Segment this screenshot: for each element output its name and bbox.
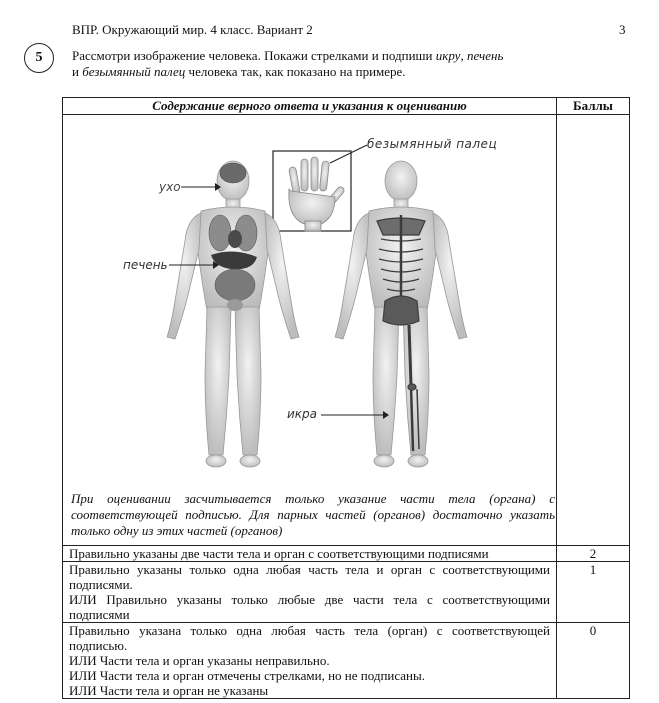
task-comma: ,: [460, 48, 467, 63]
task-word-calf: икру: [435, 48, 461, 63]
label-ear: ухо: [159, 180, 181, 194]
page-number: 3: [619, 22, 626, 37]
task-word-liver: печень: [466, 48, 504, 63]
points-cell: 0: [557, 623, 630, 699]
figure-cell: [63, 115, 557, 546]
label-finger: безымянный палец: [367, 137, 498, 151]
criteria-line: Правильно указаны две части тела и орган с соответствующими подписями: [69, 546, 489, 561]
grading-table: [62, 97, 630, 699]
points-cell: 1: [557, 562, 630, 623]
hand-inset: [273, 145, 367, 231]
criteria-line: ИЛИ Части тела и орган не указаны: [69, 683, 269, 698]
header-points: Баллы: [557, 98, 630, 115]
criteria-cell: [63, 623, 557, 699]
anatomy-figure: [63, 115, 563, 545]
table-row: [63, 562, 630, 623]
criteria-line: Правильно указана только одна любая часть тела (орган) с соответствующей подписью.: [69, 623, 550, 653]
figure-row: [63, 115, 630, 546]
task-text: [72, 48, 627, 80]
criteria-cell: [63, 546, 557, 562]
table-row: [63, 546, 630, 562]
task-line2-c: человека так, как показано на примере.: [185, 64, 406, 79]
criteria-line: ИЛИ Правильно указаны только любые две части тела с соответствующими подписями: [69, 592, 550, 622]
task-line2-a: и: [72, 64, 83, 79]
grading-note: При оценивании засчитывается только указание части тела (органа) с соответствующей подписью. Для парных частей (органов) достаточно указать только одну из этих частей (органов): [71, 491, 555, 538]
task-line1-a: Рассмотри изображение человека. Покажи стрелками и подпиши: [72, 48, 436, 63]
criteria-line: ИЛИ Части тела и орган указаны неправильно.: [69, 653, 330, 668]
criteria-line: Правильно указаны только одна любая часть тела и орган с соответствующими подписями.: [69, 562, 550, 592]
label-liver: печень: [123, 258, 168, 272]
criteria-line: ИЛИ Части тела и орган отмечены стрелками, но не подписаны.: [69, 668, 426, 683]
table-header-row: [63, 98, 630, 115]
table-row: [63, 623, 630, 699]
label-calf: икра: [287, 407, 318, 421]
page-header: ВПР. Окружающий мир. 4 класс. Вариант 2: [72, 22, 313, 37]
points-cell: 2: [557, 546, 630, 562]
figure-points-cell: [557, 115, 630, 546]
task-word-finger: безымянный палец: [82, 64, 186, 79]
criteria-cell: [63, 562, 557, 623]
header-content: Содержание верного ответа и указания к оцениванию: [63, 98, 557, 115]
question-number-badge: 5: [24, 43, 54, 73]
